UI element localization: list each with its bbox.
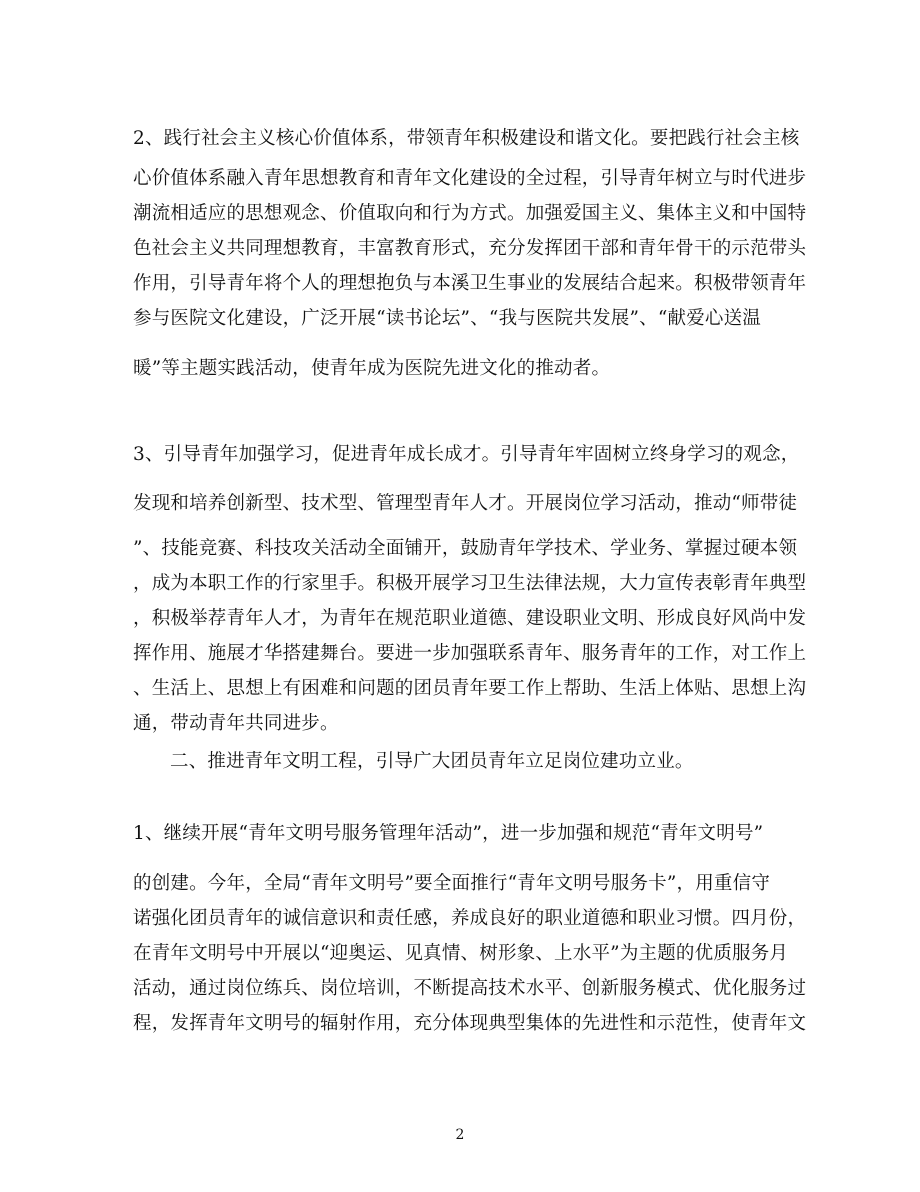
paragraph-1-line-2: 心价值体系融入青年思想教育和青年文化建设的全过程，引导青年树立与时代进步 bbox=[133, 168, 807, 189]
paragraph-2-line-5: ，积极举荐青年人才，为青年在规范职业道德、建设职业文明、形成良好风尚中发 bbox=[133, 608, 807, 629]
paragraph-2-line-2: 发现和培养创新型、技术型、管理型青年人才。开展岗位学习活动，推动“师带徒 bbox=[133, 493, 798, 514]
paragraph-3-line-4: 在青年文明号中开展以“迎奥运、见真情、树形象、上水平”为主题的优质服务月 bbox=[133, 943, 789, 964]
paragraph-3-line-2: 的创建。今年，全局“青年文明号”要全面推行“青年文明号服务卡”，用重信守 bbox=[133, 873, 771, 894]
paragraph-3-line-6: 程，发挥青年文明号的辐射作用，充分体现典型集体的先进性和示范性，使青年文 bbox=[133, 1013, 807, 1034]
page-number: 2 bbox=[455, 1127, 465, 1143]
paragraph-1-line-4: 色社会主义共同理想教育，丰富教育形式，充分发挥团干部和青年骨干的示范带头 bbox=[133, 238, 807, 259]
paragraph-2-line-1: 3、引导青年加强学习，促进青年成长成才。引导青年牢固树立终身学习的观念， bbox=[133, 444, 800, 465]
section-heading: 二、推进青年文明工程，引导广大团员青年立足岗位建功立业。 bbox=[170, 751, 694, 772]
paragraph-1-line-6: 参与医院文化建设，广泛开展“读书论坛”、“我与医院共发展”、“献爱心送温 bbox=[133, 308, 761, 329]
paragraph-2-line-3: ”、技能竞赛、科技攻关活动全面铺开，鼓励青年学技术、学业务、掌握过硬本领 bbox=[133, 538, 798, 559]
paragraph-1-line-5: 作用，引导青年将个人的理想抱负与本溪卫生事业的发展结合起来。积极带领青年 bbox=[133, 273, 807, 294]
paragraph-3-line-5: 活动，通过岗位练兵、岗位培训，不断提高技术水平、创新服务模式、优化服务过 bbox=[133, 978, 807, 999]
paragraph-3-line-3: 诺强化团员青年的诚信意识和责任感，养成良好的职业道德和职业习惯。四月份， bbox=[133, 908, 807, 929]
paragraph-2-line-8: 通，带动青年共同进步。 bbox=[133, 713, 339, 734]
paragraph-2-line-7: 、生活上、思想上有困难和问题的团员青年要工作上帮助、生活上体贴、思想上沟 bbox=[133, 678, 807, 699]
paragraph-1-line-1: 2、践行社会主义核心价值体系，带领青年积极建设和谐文化。要把践行社会主核 bbox=[133, 128, 800, 149]
paragraph-2-line-6: 挥作用、施展才华搭建舞台。要进一步加强联系青年、服务青年的工作，对工作上 bbox=[133, 643, 807, 664]
paragraph-2-line-4: ，成为本职工作的行家里手。积极开展学习卫生法律法规，大力宣传表彰青年典型 bbox=[133, 573, 807, 594]
paragraph-3-line-1: 1、继续开展“青年文明号服务管理年活动”，进一步加强和规范“青年文明号” bbox=[133, 823, 764, 844]
paragraph-1-line-7: 暖”等主题实践活动，使青年成为医院先进文化的推动者。 bbox=[133, 358, 611, 379]
paragraph-1-line-3: 潮流相适应的思想观念、价值取向和行为方式。加强爱国主义、集体主义和中国特 bbox=[133, 203, 807, 224]
